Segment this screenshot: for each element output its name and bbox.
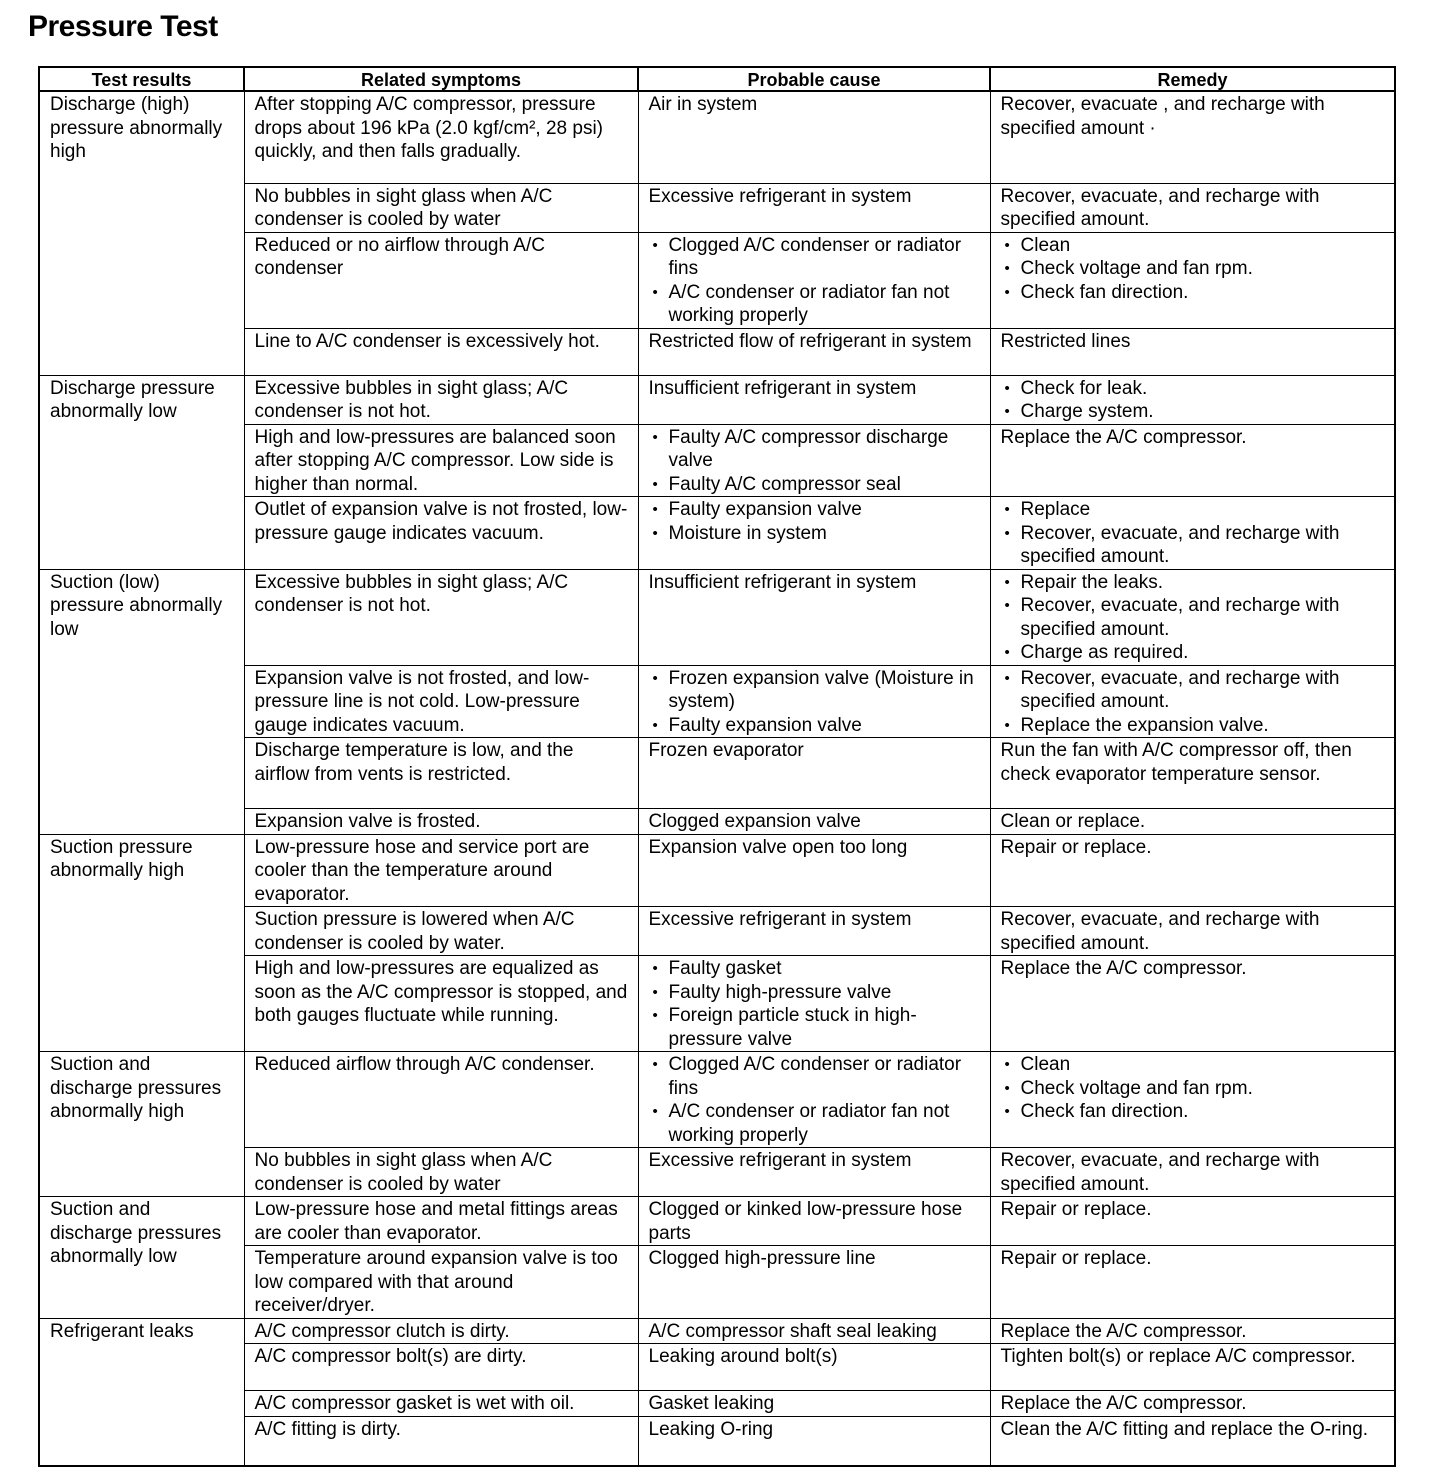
remedy-cell: Restricted lines [990,328,1395,375]
symptom-cell: Temperature around expansion valve is too low compared with that around receiver/dryer. [244,1246,638,1319]
remedy-cell: Replace the A/C compressor. [990,424,1395,497]
cause-cell: Excessive refrigerant in system [638,183,990,232]
remedy-cell: Clean the A/C fitting and replace the O-ring. [990,1416,1395,1466]
symptom-cell: Excessive bubbles in sight glass; A/C condenser is not hot. [244,375,638,424]
cause-cell: Expansion valve open too long [638,834,990,907]
remedy-cell [990,1052,1395,1148]
remedy-cell-list [1001,498,1387,569]
symptom-cell: Suction pressure is lowered when A/C condenser is cooled by water. [244,907,638,956]
bullet-item: • Charge as required. [1001,641,1387,665]
test-result-cell: Suction (low) pressure abnormally low [39,569,244,834]
remedy-cell-list [1001,234,1387,305]
remedy-cell: Recover, evacuate , and recharge with specified amount · [990,91,1395,183]
cause-cell: Restricted flow of refrigerant in system [638,328,990,375]
bullet-item: • Check fan direction. [1001,1100,1387,1124]
symptom-cell: No bubbles in sight glass when A/C condenser is cooled by water [244,1148,638,1197]
bullet-item: • Repair the leaks. [1001,571,1387,595]
cause-cell-list [649,667,982,738]
cause-cell-list [649,234,982,328]
cause-cell: Gasket leaking [638,1391,990,1417]
header-test-results: Test results [39,67,244,91]
bullet-item: • Recover, evacuate, and recharge with specified amount. [1001,667,1387,714]
remedy-cell [990,375,1395,424]
cause-cell: Clogged or kinked low-pressure hose parts [638,1197,990,1246]
cause-cell-list [649,1053,982,1147]
remedy-cell: Tighten bolt(s) or replace A/C compressor. [990,1344,1395,1391]
cause-cell-list [649,498,982,545]
remedy-cell: Recover, evacuate, and recharge with specified amount. [990,1148,1395,1197]
remedy-cell [990,497,1395,570]
symptom-cell: A/C compressor clutch is dirty. [244,1318,638,1344]
remedy-cell [990,569,1395,665]
cause-cell [638,956,990,1052]
symptom-cell: High and low-pressures are equalized as soon as the A/C compressor is stopped, and both gauges fluctuate while running. [244,956,638,1052]
cause-cell [638,1052,990,1148]
table-row [39,375,1395,424]
bullet-item: • A/C condenser or radiator fan not working properly [649,281,982,328]
remedy-cell-list [1001,667,1387,738]
remedy-cell: Recover, evacuate, and recharge with specified amount. [990,907,1395,956]
table-row [39,1052,1395,1148]
cause-cell [638,424,990,497]
page-title: Pressure Test [28,10,218,43]
cause-cell: Insufficient refrigerant in system [638,569,990,665]
cause-cell: Leaking around bolt(s) [638,1344,990,1391]
remedy-cell: Repair or replace. [990,1246,1395,1319]
remedy-cell: Run the fan with A/C compressor off, then check evaporator temperature sensor. [990,738,1395,809]
test-result-cell: Refrigerant leaks [39,1318,244,1466]
remedy-cell: Replace the A/C compressor. [990,1318,1395,1344]
bullet-item: • Clean [1001,1053,1387,1077]
bullet-item: • Faulty high-pressure valve [649,981,982,1005]
cause-cell: Clogged expansion valve [638,809,990,835]
header-remedy: Remedy [990,67,1395,91]
test-result-cell: Discharge pressure abnormally low [39,375,244,569]
symptom-cell: No bubbles in sight glass when A/C condenser is cooled by water [244,183,638,232]
remedy-cell [990,232,1395,328]
cause-cell: Leaking O-ring [638,1416,990,1466]
cause-cell [638,497,990,570]
bullet-item: • Clogged A/C condenser or radiator fins [649,234,982,281]
remedy-cell-list [1001,1053,1387,1124]
bullet-item: • Clogged A/C condenser or radiator fins [649,1053,982,1100]
bullet-item: • Faulty gasket [649,957,982,981]
symptom-cell: Excessive bubbles in sight glass; A/C condenser is not hot. [244,569,638,665]
remedy-cell: Replace the A/C compressor. [990,956,1395,1052]
bullet-item: • Replace the expansion valve. [1001,714,1387,738]
table-row [39,569,1395,665]
header-related-symptoms: Related symptoms [244,67,638,91]
bullet-item: • Check for leak. [1001,377,1387,401]
cause-cell-list [649,426,982,497]
cause-cell [638,232,990,328]
symptom-cell: Line to A/C condenser is excessively hot. [244,328,638,375]
bullet-item: • Recover, evacuate, and recharge with specified amount. [1001,594,1387,641]
bullet-item: • Frozen expansion valve (Moisture in system) [649,667,982,714]
symptom-cell: Reduced airflow through A/C condenser. [244,1052,638,1148]
cause-cell: Excessive refrigerant in system [638,1148,990,1197]
table-row [39,91,1395,183]
bullet-item: • Check voltage and fan rpm. [1001,257,1387,281]
pressure-test-table [38,66,1396,1467]
cause-cell-list [649,957,982,1051]
symptom-cell: A/C compressor bolt(s) are dirty. [244,1344,638,1391]
remedy-cell-list [1001,377,1387,424]
cause-cell: Frozen evaporator [638,738,990,809]
table-header-row [39,67,1395,91]
bullet-item: • Replace [1001,498,1387,522]
symptom-cell: Reduced or no airflow through A/C condenser [244,232,638,328]
bullet-item: • Charge system. [1001,400,1387,424]
symptom-cell: A/C fitting is dirty. [244,1416,638,1466]
table-row [39,834,1395,907]
table-body [39,91,1395,1466]
cause-cell: Air in system [638,91,990,183]
remedy-cell: Repair or replace. [990,1197,1395,1246]
bullet-item: • Check fan direction. [1001,281,1387,305]
test-result-cell: Suction pressure abnormally high [39,834,244,1052]
symptom-cell: Expansion valve is frosted. [244,809,638,835]
cause-cell [638,665,990,738]
remedy-cell: Clean or replace. [990,809,1395,835]
remedy-cell: Repair or replace. [990,834,1395,907]
remedy-cell: Replace the A/C compressor. [990,1391,1395,1417]
cause-cell: Clogged high-pressure line [638,1246,990,1319]
cause-cell: Excessive refrigerant in system [638,907,990,956]
table-row [39,1197,1395,1246]
test-result-cell: Discharge (high) pressure abnormally high [39,91,244,375]
symptom-cell: A/C compressor gasket is wet with oil. [244,1391,638,1417]
header-probable-cause: Probable cause [638,67,990,91]
bullet-item: • Check voltage and fan rpm. [1001,1077,1387,1101]
bullet-item: • Faulty expansion valve [649,714,982,738]
bullet-item: • Faulty A/C compressor discharge valve [649,426,982,473]
bullet-item: • Faulty expansion valve [649,498,982,522]
remedy-cell-list [1001,571,1387,665]
symptom-cell: Low-pressure hose and metal fittings areas are cooler than evaporator. [244,1197,638,1246]
symptom-cell: After stopping A/C compressor, pressure drops about 196 kPa (2.0 kgf/cm², 28 psi) quickly, and then falls gradually. [244,91,638,183]
bullet-item: • Moisture in system [649,522,982,546]
symptom-cell: Discharge temperature is low, and the airflow from vents is restricted. [244,738,638,809]
bullet-item: • Clean [1001,234,1387,258]
remedy-cell: Recover, evacuate, and recharge with specified amount. [990,183,1395,232]
bullet-item: • Faulty A/C compressor seal [649,473,982,497]
bullet-item: • A/C condenser or radiator fan not working properly [649,1100,982,1147]
symptom-cell: Outlet of expansion valve is not frosted, low-pressure gauge indicates vacuum. [244,497,638,570]
pressure-test-table-wrapper [38,66,1394,1467]
bullet-item: • Recover, evacuate, and recharge with specified amount. [1001,522,1387,569]
test-result-cell: Suction and discharge pressures abnormally low [39,1197,244,1319]
test-result-cell: Suction and discharge pressures abnormally high [39,1052,244,1197]
bullet-item: • Foreign particle stuck in high-pressure valve [649,1004,982,1051]
remedy-cell [990,665,1395,738]
cause-cell: A/C compressor shaft seal leaking [638,1318,990,1344]
symptom-cell: Expansion valve is not frosted, and low-pressure line is not cold. Low-pressure gauge indicates vacuum. [244,665,638,738]
symptom-cell: High and low-pressures are balanced soon after stopping A/C compressor. Low side is higher than normal. [244,424,638,497]
cause-cell: Insufficient refrigerant in system [638,375,990,424]
symptom-cell: Low-pressure hose and service port are cooler than the temperature around evaporator. [244,834,638,907]
table-row [39,1318,1395,1344]
